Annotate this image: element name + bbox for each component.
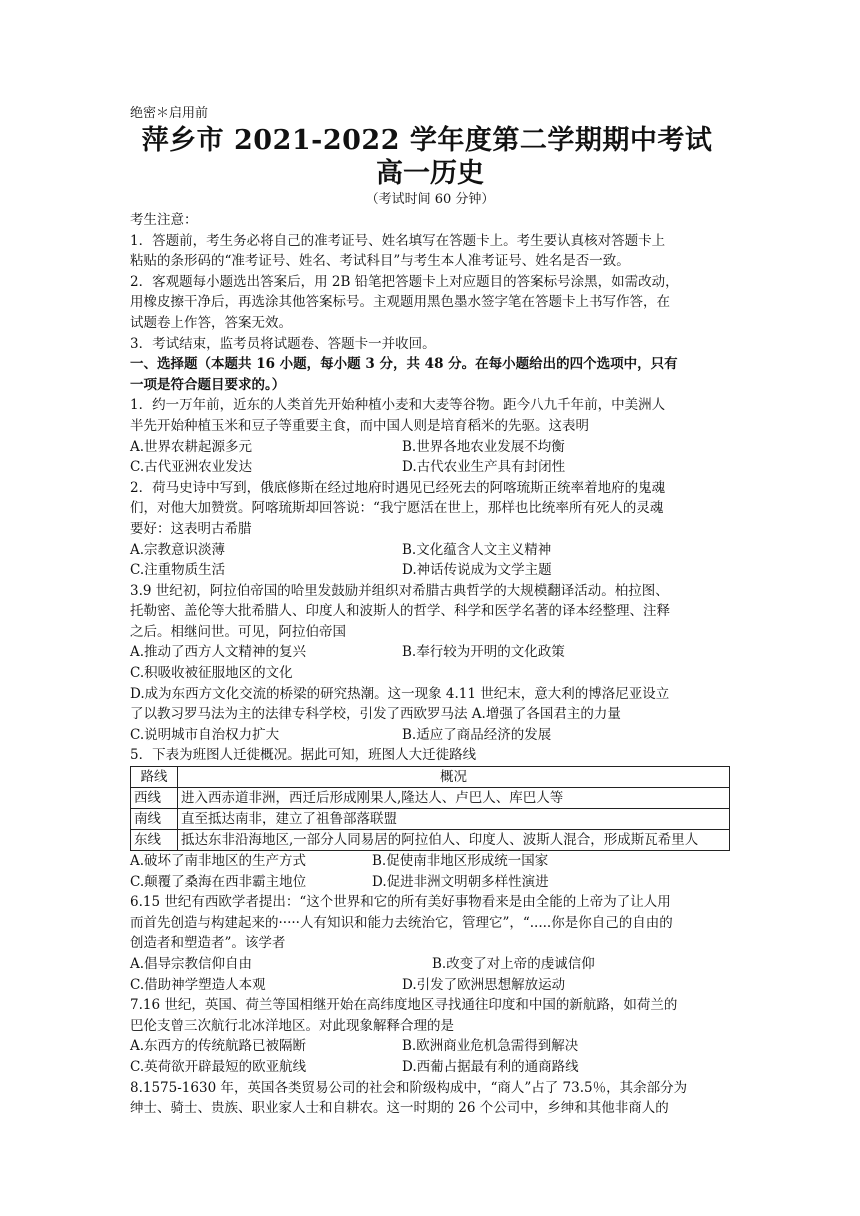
question-3-stem: 之后。相继问世。可见，阿拉伯帝国 — [130, 623, 346, 640]
question-6-options — [130, 975, 730, 996]
option-a: A.世界农耕起源多元 — [130, 438, 253, 455]
table-cell-route: 南线 — [131, 809, 178, 830]
option-c: C.英荷欲开辟最短的欧亚航线 — [130, 1058, 307, 1075]
question-7-options — [130, 1036, 730, 1057]
option-b: B.促使南非地区形成统一国家 — [372, 853, 549, 870]
notice-heading: 考生注意： — [130, 212, 198, 228]
section-heading-cont: 一项是符合题目要求的。） — [130, 376, 286, 393]
option-a: A.破坏了南非地区的生产方式 — [130, 853, 307, 870]
option-c: C.颠覆了桑海在西非霸主地位 — [130, 873, 307, 890]
question-6-options — [130, 954, 730, 975]
question-8-stem: 8.1575-1630 年，英国各类贸易公司的社会和阶级构成中，“商人”占了 73.5％，其余部分为 — [130, 1079, 688, 1096]
migration-table — [130, 766, 730, 851]
notice-line: 1．答题前，考生务必将自己的准考证号、姓名填写在答题卡上。考生要认真核对答题卡上 — [130, 232, 666, 249]
option-d: D.古代农业生产具有封闭性 — [402, 459, 566, 476]
notice-line: 3．考试结束，监考员将试题卷、答题卡一并收回。 — [130, 335, 436, 352]
question-3-stem: 3.9 世纪初，阿拉伯帝国的哈里发鼓励并组织对希腊古典哲学的大规模翻译活动。柏拉图、 — [130, 582, 669, 599]
question-7-stem: 7.16 世纪，英国、荷兰等国相继开始在高纬度地区寻找通往印度和中国的新航路，如荷兰的 — [130, 997, 678, 1014]
option-b: B.适应了商品经济的发展 — [402, 726, 552, 743]
exam-title: 萍乡市 2021-2022 学年度第二学期期中考试 — [141, 125, 713, 156]
option-b: B.世界各地农业发展不均衡 — [402, 438, 565, 455]
question-8-stem: 绅士、骑士、贵族、职业家人士和自耕农。这一时期的 26 个公司中，乡绅和其他非商人的 — [130, 1100, 669, 1117]
table-cell-desc: 抵达东非沿海地区,一部分人同易居的阿拉伯人、印度人、波斯人混合，形成斯瓦希里人 — [178, 830, 730, 851]
question-2-stem: 们，对他大加赞赏。阿喀琉斯却回答说：“我宁愿活在世上，那样也比统率所有死人的灵魂 — [130, 500, 664, 517]
option-c: C.借助神学塑造人本观 — [130, 976, 266, 993]
table-cell-desc: 直至抵达南非，建立了祖鲁部落联盟 — [178, 809, 730, 830]
table-row — [131, 830, 730, 851]
question-3-options — [130, 642, 730, 663]
question-1-stem: 半先开始种植玉米和豆子等重要主食，而中国人则是培育稻米的先驱。这表明 — [130, 417, 589, 434]
exam-time: （考试时间 60 分钟） — [365, 192, 495, 207]
table-cell-route: 西线 — [131, 788, 178, 809]
option-b: B.改变了对上帝的虔诚信仰 — [432, 956, 595, 972]
option-d: D.成为东西方文化交流的桥梁的研究热潮。这一现象 4.11 世纪末，意大利的博洛尼亚设立 — [130, 685, 670, 702]
option-d: D.促进非洲文明朝多样性演进 — [372, 873, 549, 890]
notice-line: 粘贴的条形码的“准考证号、姓名、考试科目”与考生本人准考证号、姓名是否一致。 — [130, 253, 630, 270]
notice-line: 2．客观题每小题选出答案后，用 2B 铅笔把答题卡上对应题目的答案标号涂黑，如需改动， — [130, 273, 679, 290]
question-5-stem: 5．下表为班图人迁徙概况。据此可知，班图人大迁徙路线 — [130, 747, 477, 764]
exam-content — [130, 104, 730, 1119]
question-5-options — [130, 872, 730, 893]
option-a: A.倡导宗教信仰自由 — [130, 956, 253, 972]
question-1-options — [130, 437, 730, 458]
question-6-stem: 6.15 世纪有西欧学者提出：“这个世界和它的所有美好事物看来是由全能的上帝为了让人用 — [130, 894, 671, 911]
option-c: C.积吸收被征服地区的文化 — [130, 665, 293, 682]
table-cell-desc: 进入西赤道非洲，西迁后形成刚果人,隆达人、卢巴人、库巴人等 — [178, 788, 730, 809]
table-header-row — [131, 767, 730, 788]
question-7-options — [130, 1057, 730, 1078]
question-2-options — [130, 540, 730, 561]
option-a: A.东西方的传统航路已被隔断 — [130, 1038, 307, 1055]
section-heading: 一、选择题（本题共 16 小题，每小题 3 分，共 48 分。在每小题给出的四个选项中，只有 — [130, 356, 678, 373]
option-d: D.引发了欧洲思想解放运动 — [402, 976, 566, 993]
question-2-stem: 2．荷马史诗中写到，俄底修斯在经过地府时遇见已经死去的阿喀琉斯正统率着地府的鬼魂 — [130, 479, 666, 496]
confidential-mark: 绝密＊启用前 — [130, 106, 209, 121]
option-b: B.奉行较为开明的文化政策 — [402, 644, 565, 661]
option-c: C.注重物质生活 — [130, 562, 226, 579]
option-a: A.宗教意识淡薄 — [130, 541, 226, 558]
table-cell-route: 东线 — [131, 830, 178, 851]
question-1-stem: 1．约一万年前，近东的人类首先开始种植小麦和大麦等谷物。距今八九千年前，中美洲人 — [130, 397, 666, 414]
option-d: D.西葡占据最有利的通商路线 — [402, 1058, 579, 1075]
option-c: C.古代亚洲农业发达 — [130, 459, 253, 476]
question-2-options — [130, 560, 730, 581]
question-7-stem: 巴伦支曾三次航行北冰洋地区。对此现象解释合理的是 — [130, 1017, 454, 1034]
question-1-options — [130, 457, 730, 478]
option-b: B.文化蕴含人文主义精神 — [402, 541, 552, 558]
question-4-stem: 了以教习罗马法为主的法律专科学校，引发了西欧罗马法 A.增强了各国君主的力量 — [130, 706, 621, 723]
question-5-options — [130, 851, 730, 872]
question-2-stem: 要好：这表明古希腊 — [130, 520, 252, 537]
option-d: D.神话传说成为文学主题 — [402, 562, 552, 579]
option-c: C.说明城市自治权力扩大 — [130, 726, 280, 743]
notice-line: 用橡皮擦干净后，再选涂其他答案标号。主观题用黑色墨水签字笔在答题卡上书写作答，在 — [130, 294, 670, 311]
question-6-stem: 而首先创造与构建起来的·····人有知识和能力去统治它，管理它”，“.....你是你自己的自由的 — [130, 914, 673, 931]
notice-line: 试题卷上作答，答案无效。 — [130, 314, 292, 331]
table-header: 概况 — [178, 767, 730, 788]
option-a: A.推动了西方人文精神的复兴 — [130, 644, 307, 661]
table-header: 路线 — [131, 767, 178, 788]
option-b: B.欧洲商业危机急需得到解决 — [402, 1038, 579, 1055]
question-6-stem: 创造者和塑造者”。该学者 — [130, 935, 286, 952]
question-4-options — [130, 725, 730, 746]
table-row — [131, 809, 730, 830]
question-3-stem: 托勒密、盖伦等大批希腊人、印度人和波斯人的哲学、科学和医学名著的译本经整理、注释 — [130, 603, 670, 620]
table-row — [131, 788, 730, 809]
exam-subject: 高一历史 — [376, 158, 484, 189]
